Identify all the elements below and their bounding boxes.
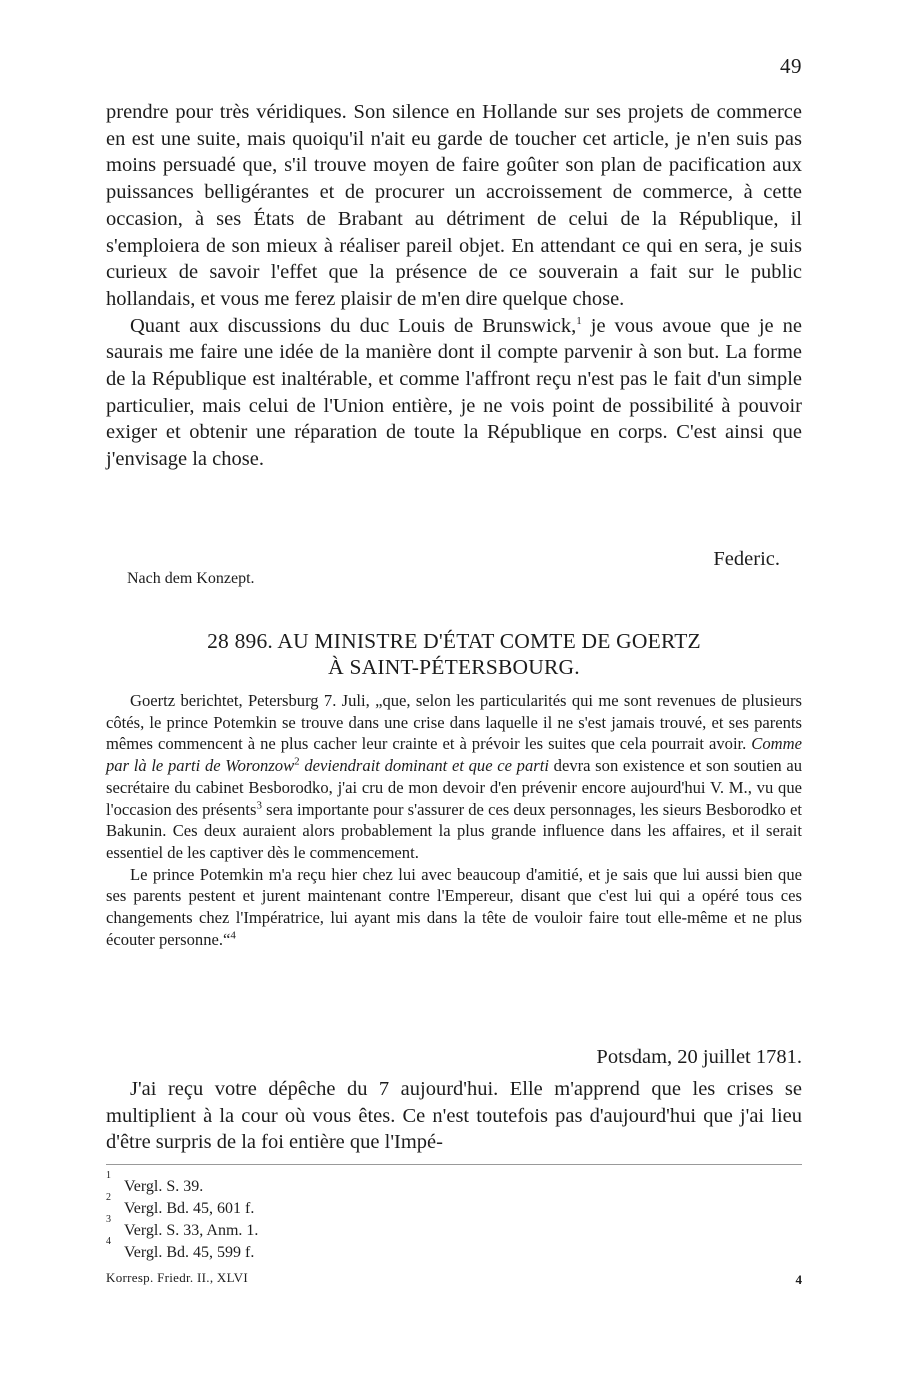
heading-line: 28 896. AU MINISTRE D'ÉTAT COMTE DE GOERTZ (207, 629, 701, 653)
page-number: 49 (780, 54, 802, 78)
letter-paragraph: prendre pour très véridiques. Son silence en Hollande sur ses projets de commerce en est une suite, mais quoiqu'il n'ait eu garde de toucher cet article, je n'en suis pas moins persuadé que, s'il trouve moyen de faire goûter son plan de pacification aux puissances belligérantes et de procurer un accroissement de commerce, à cette occasion, à ses États de Brabant au détriment de celui de la République, il s'emploiera de son mieux à réaliser pareil objet. En attendant ce qui en sera, je suis curieux de savoir l'effet que la présence de ce souverain a fait sur le public hollandais, et vous me ferez plaisir de m'en dire quelque chose. (106, 101, 802, 310)
footnote-divider (106, 1164, 802, 1165)
signature-mark: Korresp. Friedr. II., XLVI (106, 1270, 248, 1285)
summary-text: sera importante pour s'assurer de ces deux personnages, les sieurs Besborodko et Bakunin. Ces deux auraient alors probablement la plus grande influence dans les affaires, et il serait essentiel de les captiver dès le commencement. (106, 799, 802, 862)
dateline: Potsdam, 20 juillet 1781. (596, 1046, 802, 1068)
paragraph-text: je vous avoue que je ne saurais me faire une idée de la manière dont il compte parvenir à son but. La forme de la République est inaltérable, et comme l'affront reçu n'est pas le fait d'un simple particulier, mais celui de l'Union entière, je ne vois point de possibilité à pouvoir exiger et obtenir une réparation de toute la République en corps. C'est ainsi que j'envisage la chose. (106, 314, 802, 471)
footnote-mark: 3 (106, 1214, 111, 1225)
summary-text: Le prince Potemkin m'a reçu hier chez lui avec beaucoup d'amitié, et je sais que lui aussi bien que ses parents pestent et jurent maintenant contre l'Empereur, disant que c'est lui qui a opéré tous ces changements chez l'Impératrice, lui ayant mis dans la tête de vouloir faire tout elle-même et ne plus écouter personne.“ (106, 864, 802, 949)
letter-body (106, 99, 802, 473)
summary-italic: Comme par là le parti de Woronzow (106, 734, 802, 776)
letter-paragraph (106, 313, 802, 473)
footnote-ref: 2 (294, 755, 300, 768)
footnote-text: Vergl. Bd. 45, 601 f. (124, 1200, 255, 1217)
footnote-ref: 1 (576, 314, 582, 327)
footnote-text: Vergl. Bd. 45, 599 f. (124, 1244, 255, 1261)
summary-text: devra son existence et son soutien au secrétaire du cabinet Besborodko, j'ai cru de mon devoir d'en prévenir encore aujourd'hui V. M., vu que l'occasion des présents (106, 756, 803, 819)
footnote (106, 1236, 258, 1264)
footnote (106, 1170, 258, 1198)
footnotes (106, 1170, 259, 1264)
sheet-number: 4 (795, 1272, 802, 1287)
source-note: Nach dem Konzept. (127, 570, 255, 587)
footnote (106, 1214, 259, 1242)
summary-paragraph (106, 690, 802, 864)
footnote (106, 1192, 258, 1220)
report-summary (106, 690, 802, 950)
summary-paragraph (106, 864, 802, 951)
footnote-text: Vergl. S. 33, Anm. 1. (124, 1222, 259, 1239)
signature: Federic. (713, 548, 780, 570)
footnote-mark: 4 (106, 1236, 111, 1247)
paragraph-text: Quant aux discussions du duc Louis de Brunswick, (130, 314, 577, 337)
footnote-mark: 1 (106, 1170, 111, 1181)
heading-line: À SAINT-PÉTERSBOURG. (328, 655, 580, 679)
footnote-mark: 2 (106, 1192, 111, 1203)
letter-paragraph: J'ai reçu votre dépêche du 7 aujourd'hui. Elle m'apprend que les crises se multiplient à la cour où vous êtes. Ce n'est toutefois pas d'aujourd'hui que j'ai lieu d'être surpris de la foi entière que l'Impé- (106, 1078, 802, 1154)
summary-italic: deviendrait dominant et que ce parti (299, 756, 549, 776)
footnote-ref: 3 (256, 798, 262, 811)
footnote-text: Vergl. S. 39. (124, 1178, 204, 1195)
letter-body (106, 1076, 802, 1156)
footnote-ref: 4 (230, 929, 236, 942)
document-heading (106, 628, 802, 680)
summary-text: Goertz berichtet, Petersburg 7. Juli, „que, selon les particularités qui me sont revenues de plusieurs côtés, le prince Potemkin se trouve dans une crise dans laquelle il ne s'est jamais trouvé, et ses parents mêmes commencent à ne plus cacher leur crainte et à prévoir les suites que cela pourrait avoir. (106, 691, 802, 754)
